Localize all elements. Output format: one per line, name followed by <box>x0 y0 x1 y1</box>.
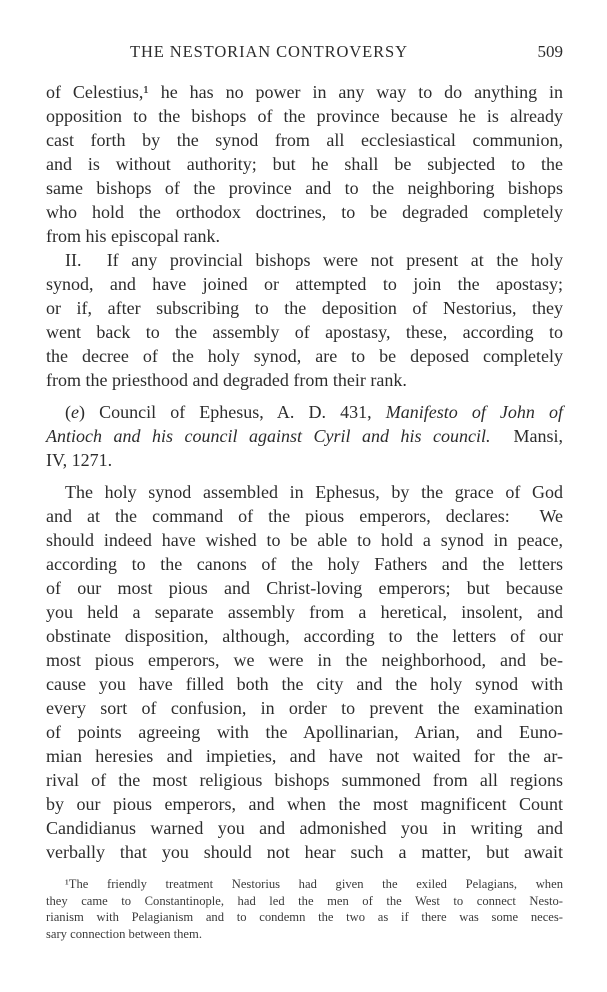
text-line <box>46 504 563 528</box>
text-line <box>46 528 563 552</box>
text-line <box>46 424 563 448</box>
paragraph <box>46 248 563 392</box>
text-segment: ( <box>65 402 71 422</box>
text-segment: who hold the orthodox doctrines, to be degraded completely <box>46 202 563 222</box>
text-line <box>46 480 563 504</box>
text-line <box>46 296 563 320</box>
footnote <box>46 876 563 942</box>
text-segment: obstinate disposition, although, according to the letters of our <box>46 626 563 646</box>
text-segment: verbally that you should not hear such a matter, but await <box>46 842 563 862</box>
text-segment: Candidianus warned you and admonished you in writing and <box>46 818 563 838</box>
text-line <box>46 344 563 368</box>
text-segment: ) Council of Ephesus, A. D. 431, <box>79 402 386 422</box>
text-line <box>46 152 563 176</box>
text-segment: most pious emperors, we were in the neighborhood, and be- <box>46 650 563 670</box>
text-line <box>46 792 563 816</box>
paragraph <box>46 400 563 472</box>
text-line <box>46 128 563 152</box>
text-segment: and at the command of the pious emperors, declares: We <box>46 506 563 526</box>
paragraph <box>46 480 563 864</box>
text-line <box>46 224 563 248</box>
text-line <box>46 576 563 600</box>
page-header <box>46 41 563 63</box>
text-line <box>46 272 563 296</box>
text-segment: of points agreeing with the Apollinarian, Arian, and Euno- <box>46 722 563 742</box>
text-segment: went back to the assembly of apostasy, these, according to <box>46 322 563 342</box>
text-segment: The holy synod assembled in Ephesus, by the grace of God <box>65 482 563 502</box>
text-line <box>46 320 563 344</box>
text-segment: from his episcopal rank. <box>46 226 220 246</box>
page-number: 509 <box>537 42 563 61</box>
text-line <box>46 624 563 648</box>
text-line <box>46 720 563 744</box>
text-line <box>46 368 563 392</box>
text-segment: you held a separate assembly from a heretical, insolent, and <box>46 602 563 622</box>
text-line <box>46 648 563 672</box>
footnote-line: rianism with Pelagianism and to condemn the two as if there was some neces- <box>46 910 563 925</box>
text-line <box>46 248 563 272</box>
text-line <box>46 200 563 224</box>
text-segment: mian heresies and impieties, and have not waited for the ar- <box>46 746 563 766</box>
text-segment: cause you have filled both the city and the holy synod with <box>46 674 563 694</box>
text-segment: IV, 1271. <box>46 450 113 470</box>
text-segment: or if, after subscribing to the deposition of Nestorius, they <box>46 298 563 318</box>
text-line <box>46 840 563 864</box>
text-line <box>46 80 563 104</box>
running-title: THE NESTORIAN CONTROVERSY <box>130 42 408 61</box>
text-segment: synod, and have joined or attempted to join the apostasy; <box>46 274 563 294</box>
text-line <box>46 816 563 840</box>
text-segment: of Celestius,¹ he has no power in any way to do anything in <box>46 82 563 102</box>
italic-text: Manifesto of John of <box>385 402 564 422</box>
italic-text: Antioch and his council against Cyril and his council. <box>46 426 491 446</box>
text-segment: every sort of confusion, in order to prevent the examination <box>46 698 563 718</box>
text-line <box>46 672 563 696</box>
text-segment: opposition to the bishops of the province because he is already <box>46 106 563 126</box>
paragraph <box>46 80 563 248</box>
text-segment: rival of the most religious bishops summoned from all regions <box>46 770 563 790</box>
italic-text: e <box>71 402 79 422</box>
text-segment: and is without authority; but he shall be subjected to the <box>46 154 563 174</box>
text-segment: by our pious emperors, and when the most magnificent Count <box>46 794 563 814</box>
text-line <box>46 552 563 576</box>
text-segment: from the priesthood and degraded from their rank. <box>46 370 407 390</box>
text-segment: should indeed have wished to be able to hold a synod in peace, <box>46 530 563 550</box>
footnote-line: they came to Constantinople, had led the men of the West to connect Nesto- <box>46 893 563 908</box>
text-line <box>46 696 563 720</box>
text-segment: Mansi, <box>490 426 564 446</box>
text-segment: same bishops of the province and to the neighboring bishops <box>46 178 563 198</box>
text-segment: the decree of the holy synod, are to be deposed completely <box>46 346 563 366</box>
text-segment: II. If any provincial bishops were not present at the holy <box>65 250 563 270</box>
footnote-line: sary connection between them. <box>46 926 202 941</box>
text-line <box>46 448 563 472</box>
text-segment: of our most pious and Christ-loving emperors; but because <box>46 578 563 598</box>
text-line <box>46 400 563 424</box>
text-line <box>46 176 563 200</box>
text-line <box>46 600 563 624</box>
text-line <box>46 744 563 768</box>
text-segment: cast forth by the synod from all ecclesiastical communion, <box>46 130 563 150</box>
text-segment: according to the canons of the holy Fathers and the letters <box>46 554 563 574</box>
body-text <box>46 80 563 864</box>
footnote-line: ¹The friendly treatment Nestorius had given the exiled Pelagians, when <box>65 877 563 891</box>
text-line <box>46 768 563 792</box>
text-line <box>46 104 563 128</box>
